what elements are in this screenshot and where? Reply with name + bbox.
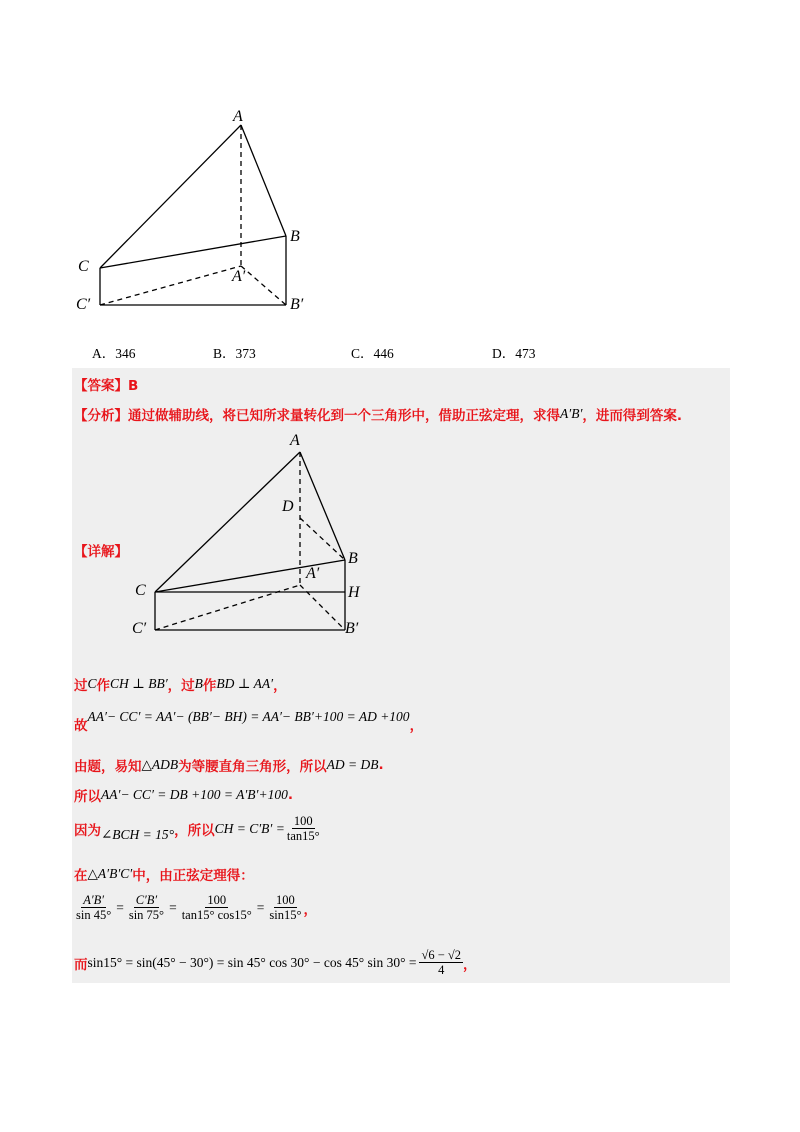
solution-line-4: [74, 785, 293, 805]
text: 作: [202, 678, 217, 694]
fig1-label-C: C: [78, 258, 89, 275]
equals-sign: =: [256, 899, 265, 915]
fraction: [180, 893, 254, 922]
choice-value: 473: [515, 346, 536, 361]
fig2-label-C-prime: C′: [132, 620, 147, 637]
edge-A1B1-dashed: [241, 266, 286, 305]
fraction: [285, 814, 322, 843]
text: ，: [409, 718, 424, 734]
figure-prism-1: [60, 100, 320, 330]
fraction-numerator: 100: [293, 814, 313, 828]
fraction-numerator: 100: [207, 893, 227, 907]
text: 作: [96, 678, 111, 694]
text: ，所以: [174, 822, 215, 839]
edge-AB: [300, 452, 345, 560]
edge-AB: [241, 125, 286, 236]
text: 而: [74, 956, 88, 973]
fraction-numerator: 100: [276, 893, 295, 907]
analysis-text: 通过做辅助线，将已知所求量转化到一个三角形中，借助正弦定理，求得: [128, 408, 560, 424]
text: 所以: [74, 789, 101, 805]
analysis-label: 【分析】: [74, 408, 128, 424]
solution-line-7: [74, 893, 317, 922]
detail-label: 【详解】: [74, 544, 128, 560]
fig2-label-D: D: [282, 498, 294, 515]
answer-value: B: [128, 378, 139, 394]
solution-line-8: [74, 948, 477, 977]
math: CH ⊥ BB′: [110, 676, 168, 691]
choice-b[interactable]: [213, 342, 256, 362]
fraction-numerator: C′B′: [135, 893, 158, 907]
text: 由题，易知: [74, 759, 142, 775]
math: AA′− CC′ = DB +100 = A′B′+100: [101, 787, 288, 802]
math: B: [194, 676, 203, 691]
text: ，: [303, 901, 317, 918]
math: △ADB: [141, 757, 179, 772]
solution-line-3: [74, 755, 384, 775]
text: 过: [74, 678, 88, 694]
text: 因为: [74, 822, 101, 839]
text: 故: [74, 718, 88, 734]
math: △A′B′C′: [87, 866, 133, 881]
text: 中，由正弦定理得：: [132, 868, 254, 884]
fraction-denominator: sin15°: [269, 908, 302, 922]
edge-DB-dashed: [300, 518, 345, 560]
analysis-math: A′B′: [560, 406, 583, 421]
fig1-label-A-prime: A′: [232, 268, 246, 285]
choice-a[interactable]: [92, 342, 136, 362]
solution-line-6: [74, 864, 254, 884]
fig1-label-C-prime: C′: [76, 296, 91, 313]
math: C: [87, 676, 97, 691]
text: ，: [273, 678, 287, 694]
fig2-label-A-prime: A′: [306, 565, 320, 582]
math: CH = C′B′ =: [214, 820, 285, 836]
text: ，: [463, 956, 477, 973]
edge-AC: [100, 125, 241, 268]
figure-prism-2: [140, 440, 370, 640]
solution-line-1: [74, 674, 287, 694]
text: ，过: [167, 678, 195, 694]
fig2-label-C: C: [135, 582, 146, 599]
math: ∠BCH = 15°: [101, 826, 175, 842]
fraction-denominator: sin 75°: [128, 908, 165, 922]
choice-letter: A．: [92, 346, 116, 361]
fraction-denominator: tan15° cos15°: [181, 908, 252, 922]
choice-value: 346: [115, 346, 136, 361]
choice-letter: B．: [213, 346, 236, 361]
text: .: [378, 757, 384, 773]
math: BD ⊥ AA′: [216, 676, 274, 691]
fig2-label-B-prime: B′: [345, 620, 359, 637]
fraction: [127, 893, 166, 922]
text: 在: [74, 868, 88, 884]
fig1-label-A: A: [233, 108, 243, 125]
fig2-label-A: A: [290, 432, 300, 449]
analysis-text-end: ，进而得到答案.: [582, 408, 683, 424]
fraction-denominator: sin 45°: [76, 908, 112, 922]
fraction-denominator: 4: [438, 963, 445, 977]
answer-line: [74, 374, 138, 394]
solution-line-5: [74, 814, 322, 843]
choice-value: 446: [373, 346, 394, 361]
choice-c[interactable]: [351, 342, 394, 362]
fig2-label-B: B: [348, 550, 358, 567]
math: AD = DB: [326, 757, 379, 772]
fraction-denominator: tan15°: [286, 829, 320, 843]
fraction-numerator: √6 − √2: [421, 948, 462, 962]
equals-sign: =: [169, 899, 177, 915]
fig1-label-B-prime: B′: [290, 296, 304, 313]
text: 为等腰直角三角形，所以: [178, 759, 327, 775]
fig2-label-H: H: [348, 584, 360, 601]
fraction: [74, 893, 113, 922]
choice-letter: C．: [351, 346, 374, 361]
choice-letter: D．: [492, 346, 516, 361]
math: AA′− CC′ = AA′− (BB′− BH) = AA′− BB′+100 = AD +100: [87, 709, 410, 724]
solution-line-2: [74, 707, 424, 734]
fraction: [267, 893, 303, 922]
equals-sign: =: [116, 899, 124, 915]
analysis-line: [74, 404, 682, 424]
answer-label: 【答案】: [74, 378, 128, 394]
fraction: [419, 948, 463, 977]
choice-d[interactable]: [492, 342, 536, 362]
choice-value: 373: [235, 346, 256, 361]
text: .: [287, 787, 293, 803]
edge-C1A1-dashed: [100, 266, 241, 305]
fraction-numerator: A′B′: [83, 893, 104, 907]
math: sin15° = sin(45° − 30°) = sin 45° cos 30° − cos 45° sin 30° =: [87, 954, 417, 970]
edge-CB: [100, 236, 286, 268]
fig1-label-B: B: [290, 228, 300, 245]
